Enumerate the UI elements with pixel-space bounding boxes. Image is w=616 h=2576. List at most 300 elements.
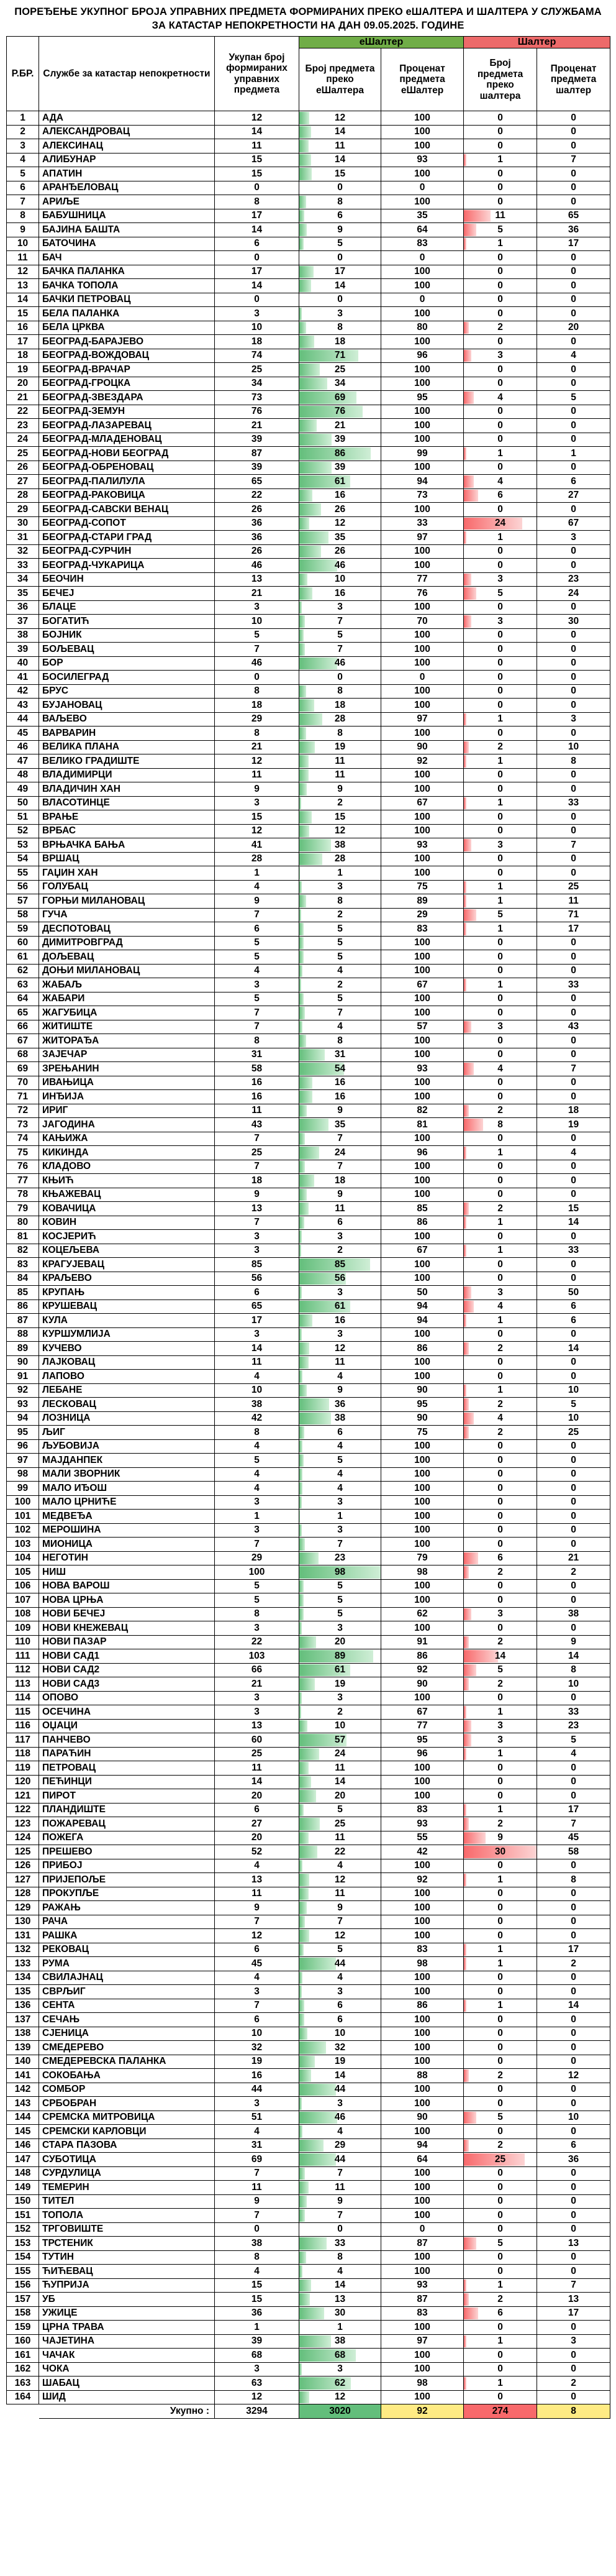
row-total: 3: [215, 1244, 299, 1258]
table-row: [7, 628, 610, 643]
eshalter-data-bar: [299, 602, 302, 614]
shalter-count-value: 1: [497, 1147, 503, 1158]
row-s-pct: 17: [537, 237, 610, 251]
row-service-name: БЕОГРАД-СУРЧИН: [39, 544, 215, 559]
eshalter-count-value: 69: [334, 392, 346, 403]
shalter-data-bar: [464, 1301, 474, 1313]
row-e-count: [299, 2293, 381, 2307]
table-row: [7, 2265, 610, 2279]
table-row: [7, 866, 610, 881]
shalter-data-bar: [464, 1804, 466, 1817]
row-total: 66: [215, 1663, 299, 1677]
row-service-name: КУЛА: [39, 1314, 215, 1328]
shalter-data-bar: [464, 713, 466, 726]
row-e-pct: 100: [381, 810, 464, 825]
row-total: 16: [215, 1090, 299, 1104]
table-row: [7, 1971, 610, 1985]
row-total: 74: [215, 349, 299, 363]
row-e-pct: 92: [381, 1663, 464, 1677]
shalter-data-bar: [464, 2153, 525, 2166]
row-s-pct: 0: [537, 195, 610, 209]
shalter-count-value: 0: [497, 1469, 503, 1480]
row-total: 7: [215, 1006, 299, 1020]
row-s-pct: 13: [537, 2293, 610, 2307]
shalter-data-bar: [464, 1314, 466, 1327]
row-num: 9: [7, 223, 39, 237]
row-s-pct: 0: [537, 2181, 610, 2195]
shalter-count-value: 0: [497, 1594, 503, 1605]
row-s-count: [464, 740, 537, 754]
row-s-count: [464, 1160, 537, 1174]
shalter-count-value: 0: [497, 769, 503, 781]
row-service-name: КОЦЕЉЕВА: [39, 1244, 215, 1258]
row-total: 28: [215, 852, 299, 866]
row-e-pct: 100: [381, 2027, 464, 2041]
row-s-count: [464, 139, 537, 154]
row-service-name: БАЧКА ПАЛАНКА: [39, 265, 215, 279]
shalter-count-value: 2: [497, 1636, 503, 1648]
table-row: [7, 1342, 610, 1356]
row-e-pct: 100: [381, 2194, 464, 2209]
shalter-data-bar: [464, 587, 476, 600]
eshalter-data-bar: [299, 2056, 315, 2068]
row-s-count: [464, 377, 537, 391]
shalter-count-value: 0: [497, 2391, 503, 2403]
shalter-count-value: 0: [497, 168, 503, 179]
row-s-pct: 17: [537, 2306, 610, 2321]
row-e-count: [299, 628, 381, 643]
row-e-pct: 100: [381, 1621, 464, 1636]
eshalter-count-value: 4: [337, 1860, 343, 1871]
row-s-count: [464, 1831, 537, 1845]
row-e-count: [299, 488, 381, 503]
shalter-data-bar: [464, 447, 466, 460]
row-service-name: ЖАБАЉ: [39, 978, 215, 992]
row-e-count: [299, 2181, 381, 2195]
row-s-count: [464, 153, 537, 167]
shalter-count-value: 1: [497, 923, 503, 934]
table-row: [7, 684, 610, 699]
row-s-count: [464, 2349, 537, 2363]
table-row: [7, 363, 610, 377]
row-total: 3: [215, 307, 299, 321]
row-e-pct: 94: [381, 1299, 464, 1314]
eshalter-count-value: 89: [334, 1650, 346, 1661]
row-e-count: [299, 2306, 381, 2321]
row-service-name: НОВИ БЕЧЕЈ: [39, 1607, 215, 1621]
shalter-data-bar: [464, 1203, 469, 1215]
row-service-name: АЛИБУНАР: [39, 153, 215, 167]
row-e-count: [299, 600, 381, 615]
row-num: 91: [7, 1370, 39, 1384]
row-total: 26: [215, 544, 299, 559]
row-num: 111: [7, 1649, 39, 1664]
row-num: 62: [7, 964, 39, 978]
table-row: [7, 754, 610, 769]
row-e-count: [299, 1188, 381, 1202]
row-total: 8: [215, 195, 299, 209]
table-row: [7, 1621, 610, 1636]
shalter-count-value: 0: [497, 783, 503, 794]
shalter-count-value: 1: [497, 1245, 503, 1256]
row-service-name: БАБУШНИЦА: [39, 209, 215, 223]
row-e-count: [299, 1062, 381, 1076]
row-e-pct: 85: [381, 1202, 464, 1216]
eshalter-count-value: 5: [337, 1804, 343, 1815]
shalter-count-value: 0: [497, 630, 503, 641]
shalter-count-value: 0: [497, 1035, 503, 1046]
row-total: 10: [215, 615, 299, 629]
row-num: 81: [7, 1230, 39, 1244]
table-row: [7, 2181, 610, 2195]
shalter-count-value: 3: [497, 1286, 503, 1298]
row-total: 19: [215, 2055, 299, 2069]
row-num: 31: [7, 531, 39, 545]
row-s-pct: 33: [537, 796, 610, 810]
row-e-pct: 100: [381, 2265, 464, 2279]
eshalter-count-value: 3: [337, 1231, 343, 1242]
table-row: [7, 838, 610, 853]
row-s-count: [464, 1971, 537, 1985]
row-e-pct: 92: [381, 1873, 464, 1887]
row-service-name: ПАНЧЕВО: [39, 1733, 215, 1748]
row-num: 3: [7, 139, 39, 154]
row-total: 11: [215, 1887, 299, 1901]
row-s-count: [464, 1551, 537, 1565]
row-s-count: [464, 1314, 537, 1328]
row-e-count: [299, 1439, 381, 1454]
eshalter-data-bar: [299, 2265, 302, 2278]
row-s-count: [464, 1355, 537, 1370]
row-s-count: [464, 1104, 537, 1118]
eshalter-data-bar: [299, 419, 317, 432]
row-e-pct: 100: [381, 1188, 464, 1202]
row-e-pct: 100: [381, 964, 464, 978]
eshalter-data-bar: [299, 196, 306, 208]
row-num: 109: [7, 1621, 39, 1636]
row-total: 9: [215, 894, 299, 909]
row-s-pct: 8: [537, 754, 610, 769]
shalter-data-bar: [464, 1426, 469, 1439]
row-e-pct: 100: [381, 559, 464, 573]
table-row: [7, 209, 610, 223]
shalter-data-bar: [464, 1566, 469, 1579]
table-row: [7, 587, 610, 601]
row-s-count: [464, 349, 537, 363]
shalter-count-value: 0: [497, 671, 503, 682]
shalter-count-value: 14: [494, 1650, 506, 1661]
row-e-count: [299, 838, 381, 853]
row-e-pct: 100: [381, 279, 464, 293]
row-s-pct: 7: [537, 1817, 610, 1831]
row-s-count: [464, 1370, 537, 1384]
row-s-count: [464, 964, 537, 978]
row-total: 29: [215, 712, 299, 727]
row-e-pct: 100: [381, 167, 464, 181]
eshalter-data-bar: [299, 1762, 309, 1774]
row-e-pct: 0: [381, 2222, 464, 2237]
table-row: [7, 1789, 610, 1804]
row-num: 135: [7, 1985, 39, 1999]
eshalter-data-bar: [299, 2084, 336, 2096]
row-e-count: [299, 503, 381, 517]
row-num: 80: [7, 1216, 39, 1230]
row-s-count: [464, 699, 537, 713]
row-total: 16: [215, 1076, 299, 1090]
row-num: 76: [7, 1160, 39, 1174]
row-s-count: [464, 1621, 537, 1636]
table-row: [7, 600, 610, 615]
totals-e-count: 3020: [299, 2404, 381, 2419]
eshalter-count-value: 26: [334, 546, 346, 557]
eshalter-data-bar: [299, 587, 312, 600]
shalter-count-value: 6: [497, 490, 503, 501]
shalter-count-value: 0: [497, 2209, 503, 2221]
row-num: 15: [7, 307, 39, 321]
shalter-data-bar: [464, 2140, 469, 2152]
row-num: 131: [7, 1929, 39, 1943]
row-num: 85: [7, 1286, 39, 1300]
row-s-count: [464, 1943, 537, 1957]
row-s-count: [464, 643, 537, 657]
row-s-count: [464, 1454, 537, 1468]
row-e-pct: 90: [381, 2111, 464, 2125]
row-e-count: [299, 1635, 381, 1649]
row-service-name: ИВАЊИЦА: [39, 1076, 215, 1090]
row-e-pct: 95: [381, 1398, 464, 1412]
table-row: [7, 237, 610, 251]
row-e-count: [299, 1523, 381, 1538]
row-e-pct: 93: [381, 153, 464, 167]
row-e-count: [299, 265, 381, 279]
row-s-count: [464, 1230, 537, 1244]
row-num: 118: [7, 1747, 39, 1761]
row-s-count: [464, 950, 537, 965]
row-service-name: СМЕДЕРЕВО: [39, 2041, 215, 2055]
shalter-data-bar: [464, 1063, 474, 1075]
row-total: 4: [215, 1370, 299, 1384]
row-e-count: [299, 153, 381, 167]
row-num: 152: [7, 2222, 39, 2237]
eshalter-data-bar: [299, 1342, 309, 1355]
eshalter-data-bar: [299, 1441, 302, 1453]
row-service-name: БЕОГРАД-ВОЖДОВАЦ: [39, 349, 215, 363]
eshalter-data-bar: [299, 2140, 324, 2152]
row-e-count: [299, 1426, 381, 1440]
shalter-count-value: 0: [497, 1538, 503, 1549]
table-row: [7, 377, 610, 391]
row-service-name: ДИМИТРОВГРАД: [39, 936, 215, 950]
eshalter-data-bar: [299, 2112, 337, 2124]
row-e-count: [299, 727, 381, 741]
row-s-pct: 0: [537, 628, 610, 643]
row-total: 9: [215, 1901, 299, 1915]
row-num: 70: [7, 1076, 39, 1090]
row-s-count: [464, 936, 537, 950]
eshalter-count-value: 8: [337, 2252, 343, 2263]
row-num: 99: [7, 1482, 39, 1496]
eshalter-data-bar: [299, 1524, 302, 1537]
row-s-pct: 10: [537, 740, 610, 754]
row-num: 90: [7, 1355, 39, 1370]
shalter-data-bar: [464, 1385, 466, 1397]
shalter-count-value: 1: [497, 713, 503, 725]
row-s-count: [464, 475, 537, 489]
table-row: [7, 251, 610, 265]
row-num: 30: [7, 516, 39, 531]
row-s-pct: 6: [537, 2138, 610, 2153]
row-service-name: РАЖАЊ: [39, 1901, 215, 1915]
row-e-pct: 100: [381, 2250, 464, 2265]
row-e-count: [299, 1579, 381, 1593]
row-s-count: [464, 1705, 537, 1720]
row-e-count: [299, 768, 381, 782]
row-total: 15: [215, 153, 299, 167]
row-service-name: БЕОГРАД-ЛАЗАРЕВАЦ: [39, 419, 215, 433]
row-e-count: [299, 293, 381, 307]
row-e-pct: 100: [381, 656, 464, 671]
row-total: 4: [215, 964, 299, 978]
eshalter-count-value: 6: [337, 2014, 343, 2025]
row-service-name: СВРЉИГ: [39, 1985, 215, 1999]
row-num: 54: [7, 852, 39, 866]
shalter-count-value: 0: [497, 2224, 503, 2235]
eshalter-count-value: 0: [337, 182, 343, 193]
shalter-count-value: 0: [497, 1161, 503, 1172]
row-e-pct: 75: [381, 1426, 464, 1440]
row-e-pct: 64: [381, 223, 464, 237]
row-total: 32: [215, 2041, 299, 2055]
row-s-count: [464, 1216, 537, 1230]
row-num: 46: [7, 740, 39, 754]
row-service-name: НИШ: [39, 1565, 215, 1580]
row-num: 97: [7, 1454, 39, 1468]
table-row: [7, 1398, 610, 1412]
row-s-count: [464, 559, 537, 573]
row-s-pct: 0: [537, 1621, 610, 1636]
row-e-count: [299, 1957, 381, 1971]
row-s-pct: 0: [537, 852, 610, 866]
eshalter-count-value: 6: [337, 210, 343, 221]
row-total: 7: [215, 2166, 299, 2181]
row-e-pct: 42: [381, 1845, 464, 1859]
row-total: 60: [215, 1733, 299, 1748]
table-row: [7, 2250, 610, 2265]
row-s-pct: 0: [537, 167, 610, 181]
row-service-name: СРБОБРАН: [39, 2097, 215, 2111]
row-s-pct: 18: [537, 1104, 610, 1118]
eshalter-data-bar: [299, 783, 307, 795]
row-e-pct: 83: [381, 2306, 464, 2321]
row-service-name: ЗРЕЊАНИН: [39, 1062, 215, 1076]
row-total: 4: [215, 1971, 299, 1985]
row-s-count: [464, 852, 537, 866]
row-e-count: [299, 1803, 381, 1817]
row-e-pct: 0: [381, 671, 464, 685]
row-e-count: [299, 1915, 381, 1929]
row-s-count: [464, 461, 537, 475]
row-num: 67: [7, 1034, 39, 1048]
row-e-count: [299, 209, 381, 223]
eshalter-data-bar: [299, 2308, 324, 2320]
eshalter-data-bar: [299, 909, 301, 922]
shalter-count-value: 0: [497, 2321, 503, 2332]
table-row: [7, 1635, 610, 1649]
eshalter-count-value: 3: [337, 1524, 343, 1536]
table-row: [7, 2097, 610, 2111]
row-s-count: [464, 1859, 537, 1873]
row-e-count: [299, 824, 381, 838]
eshalter-count-value: 46: [334, 658, 346, 669]
eshalter-data-bar: [299, 1189, 307, 1201]
row-total: 46: [215, 656, 299, 671]
row-num: 14: [7, 293, 39, 307]
row-e-pct: 67: [381, 978, 464, 992]
shalter-data-bar: [464, 392, 474, 404]
eshalter-data-bar: [299, 1426, 304, 1439]
row-s-count: [464, 1929, 537, 1943]
row-num: 10: [7, 237, 39, 251]
row-service-name: КЊАЖЕВАЦ: [39, 1188, 215, 1202]
row-total: 21: [215, 1677, 299, 1692]
row-s-pct: 67: [537, 516, 610, 531]
row-e-pct: 100: [381, 2181, 464, 2195]
row-total: 39: [215, 2334, 299, 2349]
row-s-pct: 17: [537, 1803, 610, 1817]
eshalter-data-bar: [299, 937, 304, 950]
row-num: 37: [7, 615, 39, 629]
table-row: [7, 2321, 610, 2335]
row-service-name: БУЈАНОВАЦ: [39, 699, 215, 713]
row-e-pct: 100: [381, 1985, 464, 1999]
eshalter-count-value: 11: [335, 1762, 345, 1773]
shalter-count-value: 2: [497, 1203, 503, 1214]
shalter-data-bar: [464, 1608, 471, 1621]
table-body: [7, 111, 610, 2404]
row-e-pct: 82: [381, 1104, 464, 1118]
row-total: 73: [215, 391, 299, 405]
row-e-count: [299, 866, 381, 881]
row-s-count: [464, 1747, 537, 1761]
row-e-pct: 83: [381, 922, 464, 937]
shalter-data-bar: [464, 2000, 466, 2012]
eshalter-count-value: 38: [334, 1413, 346, 1424]
eshalter-data-bar: [299, 1972, 302, 1984]
row-num: 79: [7, 1202, 39, 1216]
row-e-count: [299, 1985, 381, 1999]
row-e-pct: 100: [381, 1439, 464, 1454]
eshalter-data-bar: [299, 1482, 302, 1495]
shalter-count-value: 0: [497, 546, 503, 557]
eshalter-data-bar: [299, 154, 311, 167]
shalter-data-bar: [464, 531, 466, 544]
row-s-pct: 0: [537, 1467, 610, 1482]
eshalter-count-value: 16: [334, 490, 346, 501]
eshalter-count-value: 4: [337, 1972, 343, 1983]
row-num: 159: [7, 2321, 39, 2335]
table-row: [7, 1104, 610, 1118]
shalter-data-bar: [464, 2335, 466, 2348]
row-e-count: [299, 1076, 381, 1090]
eshalter-count-value: 32: [334, 2042, 346, 2053]
row-s-pct: 0: [537, 125, 610, 139]
row-e-count: [299, 1272, 381, 1286]
row-s-count: [464, 922, 537, 937]
table-row: [7, 1985, 610, 1999]
row-s-pct: 0: [537, 1048, 610, 1062]
row-s-count: [464, 125, 537, 139]
eshalter-count-value: 39: [334, 434, 346, 445]
